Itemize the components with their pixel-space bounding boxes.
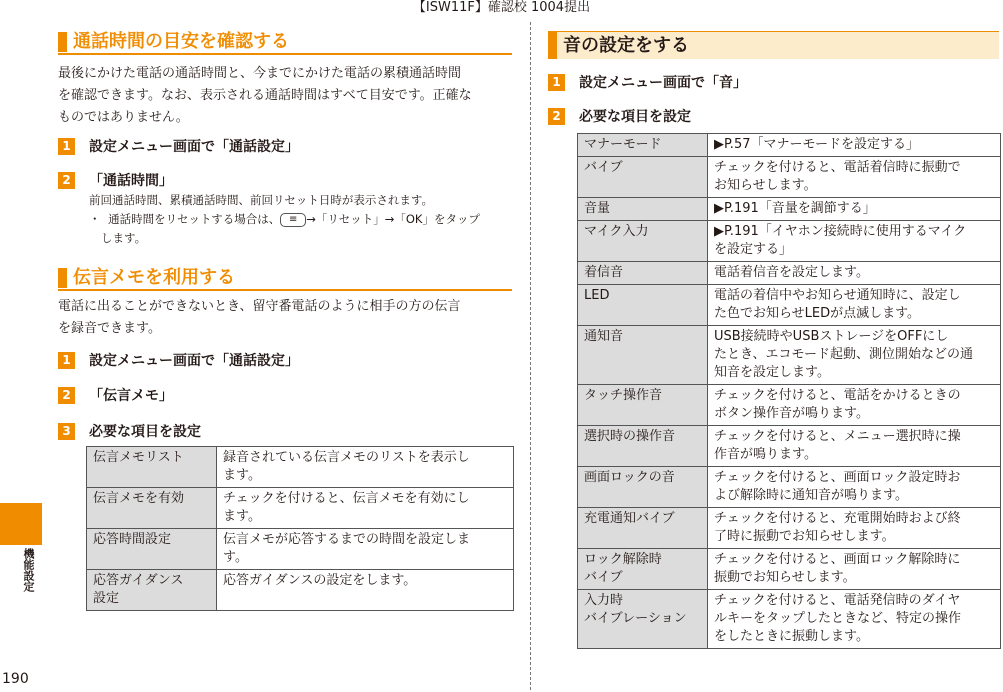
- setting-description: [217, 447, 514, 488]
- intro-line: ものではありません。: [58, 110, 189, 125]
- setting-name-line: 入力時: [584, 593, 624, 608]
- step-1: [58, 352, 299, 370]
- setting-description: [708, 157, 1001, 198]
- step-1: [548, 74, 747, 92]
- setting-name: [87, 488, 217, 529]
- description-line: 伝言メモが応答するまでの時間を設定しま: [223, 532, 471, 547]
- step-number: 2: [548, 108, 565, 125]
- setting-name: [578, 426, 708, 467]
- setting-description: [708, 426, 1001, 467]
- setting-name-line: 充電通知バイブ: [584, 511, 675, 526]
- sound-settings-table: [577, 133, 1001, 649]
- setting-description: [708, 198, 1001, 221]
- setting-name-line: バイブ: [584, 160, 623, 175]
- chapter-tab: [0, 503, 42, 545]
- setting-name-line: 画面ロックの音: [584, 470, 675, 485]
- description-line: USB接続時やUSBストレージをOFFにし: [714, 329, 949, 344]
- description-line: ボタン操作音が鳴ります。: [714, 406, 869, 421]
- description-line: 了時に振動でお知らせします。: [714, 529, 895, 544]
- table-row: [578, 221, 1001, 262]
- description-line: たとき、エコモード起動、測位開始などの通: [714, 347, 973, 362]
- section-title-call-time: [58, 30, 289, 54]
- table-row: [578, 198, 1001, 221]
- setting-name: [578, 326, 708, 385]
- table-row: [578, 134, 1001, 157]
- bullet: ・: [89, 212, 101, 226]
- setting-name-line: 着信音: [584, 265, 624, 280]
- description-line: ▶P.191「イヤホン接続時に使用するマイク: [714, 224, 967, 239]
- step-description: 前回通話時間、累積通話時間、前回リセット日時が表示されます。: [89, 193, 433, 207]
- setting-name-line: 応答時間設定: [93, 532, 172, 547]
- description-line: 振動でお知らせします。: [714, 570, 856, 585]
- description-line: 電話着信音を設定します。: [714, 265, 869, 280]
- description-line: ます。: [223, 509, 261, 524]
- description-line: チェックを付けると、メニュー選択時に操: [714, 429, 961, 444]
- setting-description: [708, 262, 1001, 285]
- intro-line: を確認できます。なお、表示される通話時間はすべて目安です。正確な: [58, 88, 472, 103]
- description-line: を設定する」: [714, 242, 793, 257]
- step-text: 必要な項目を設定: [579, 109, 691, 125]
- setting-description: [217, 570, 514, 611]
- step-text: 設定メニュー画面で「通話設定」: [89, 139, 299, 155]
- setting-name-line: マナーモード: [584, 137, 662, 152]
- step-number: 2: [58, 387, 75, 404]
- setting-name-line: マイク入力: [584, 224, 649, 239]
- setting-description: [217, 529, 514, 570]
- section-title-sound-settings: [548, 31, 999, 59]
- setting-description: [708, 134, 1001, 157]
- setting-name: [578, 221, 708, 262]
- description-line: 作音が鳴ります。: [714, 447, 817, 462]
- step-2: [548, 108, 691, 126]
- description-line: ルキーをタップしたときなど、特定の操作: [714, 611, 962, 626]
- table-row: [87, 570, 514, 611]
- table-row: [87, 447, 514, 488]
- description-line: をしたときに振動します。: [714, 629, 869, 644]
- section-rule: [58, 289, 512, 291]
- page-header: 【ISW11F】確認校 1004提出: [412, 0, 591, 15]
- setting-name-line: 応答ガイダンス: [93, 573, 184, 588]
- description-line: ▶P.57「マナーモードを設定する」: [714, 137, 919, 152]
- description-line: チェックを付けると、充電開始時および終: [714, 511, 961, 526]
- section-title-text: 通話時間の目安を確認する: [73, 31, 289, 52]
- table-row: [578, 508, 1001, 549]
- setting-name-line: 設定: [93, 591, 120, 606]
- description-line: 録音されている伝言メモのリストを表示し: [223, 450, 470, 465]
- voice-memo-settings-table: [86, 446, 514, 611]
- setting-name-line: 伝言メモを有効: [93, 491, 185, 506]
- table-row: [578, 157, 1001, 198]
- page-number: 190: [2, 671, 29, 687]
- intro-paragraph: [58, 296, 518, 340]
- setting-name-line: 音量: [584, 201, 611, 216]
- setting-name-line: 選択時の操作音: [584, 429, 676, 444]
- table-row: [578, 549, 1001, 590]
- note-text: →「リセット」→「OK」をタップ: [306, 212, 480, 226]
- setting-description: [708, 221, 1001, 262]
- setting-name: [578, 157, 708, 198]
- intro-line: 最後にかけた電話の通話時間と、今までにかけた電話の累積通話時間: [58, 66, 462, 81]
- step-number: 3: [58, 423, 75, 440]
- description-line: チェックを付けると、電話着信時に振動で: [714, 160, 961, 175]
- table-row: [578, 590, 1001, 649]
- reset-note: [89, 210, 514, 248]
- table-row: [578, 326, 1001, 385]
- section-bar: [548, 32, 557, 59]
- note-text: します。: [101, 231, 147, 245]
- step-number: 1: [548, 74, 565, 91]
- setting-name-line: ロック解除時: [584, 552, 662, 567]
- setting-name-line: 伝言メモリスト: [93, 450, 184, 465]
- step-text: 「通話時間」: [89, 173, 173, 189]
- step-number: 1: [58, 352, 75, 369]
- intro-paragraph: [58, 63, 518, 129]
- table-row: [87, 529, 514, 570]
- table-row: [578, 467, 1001, 508]
- setting-description: [708, 326, 1001, 385]
- step-number: 1: [58, 138, 75, 155]
- setting-name: [578, 549, 708, 590]
- setting-name: [87, 570, 217, 611]
- description-line: 応答ガイダンスの設定をします。: [223, 573, 417, 588]
- description-line: お知らせします。: [714, 178, 817, 193]
- setting-name: [578, 198, 708, 221]
- table-row: [578, 426, 1001, 467]
- description-line: た色でお知らせLEDが点滅します。: [714, 306, 921, 321]
- section-bar: [58, 268, 67, 288]
- description-line: チェックを付けると、画面ロック解除時に: [714, 552, 961, 567]
- step-text: 設定メニュー画面で「通話設定」: [89, 353, 299, 369]
- setting-description: [708, 590, 1001, 649]
- setting-name-line: タッチ操作音: [584, 388, 663, 403]
- setting-description: [217, 488, 514, 529]
- table-row: [578, 285, 1001, 326]
- step-number: 2: [58, 172, 75, 189]
- setting-name-line: LED: [584, 288, 610, 303]
- setting-name: [578, 262, 708, 285]
- table-row: [578, 262, 1001, 285]
- step-text: 設定メニュー画面で「音」: [579, 75, 747, 91]
- setting-name: [578, 134, 708, 157]
- intro-line: を録音できます。: [58, 321, 161, 336]
- description-line: 知音を設定します。: [714, 365, 830, 380]
- column-divider: [530, 22, 531, 690]
- section-title-voice-memo: [58, 266, 235, 290]
- setting-name: [87, 529, 217, 570]
- setting-description: [708, 549, 1001, 590]
- setting-name: [578, 285, 708, 326]
- note-text: 通話時間をリセットする場合は、: [108, 212, 281, 226]
- table-row: [578, 385, 1001, 426]
- setting-name: [578, 508, 708, 549]
- step-2: [58, 172, 173, 190]
- step-2: [58, 387, 173, 405]
- setting-description: [708, 385, 1001, 426]
- setting-description: [708, 508, 1001, 549]
- setting-name: [578, 467, 708, 508]
- step-text: 必要な項目を設定: [89, 424, 201, 440]
- section-title-text: 伝言メモを利用する: [73, 267, 235, 288]
- description-line: よび解除時に通知音が鳴ります。: [714, 488, 908, 503]
- table-row: [87, 488, 514, 529]
- setting-name-line: バイブ: [584, 570, 623, 585]
- description-line: チェックを付けると、電話発信時のダイヤ: [714, 593, 961, 608]
- setting-description: [708, 285, 1001, 326]
- intro-line: 電話に出ることができないとき、留守番電話のように相手の方の伝言: [58, 299, 461, 314]
- description-line: す。: [223, 550, 248, 565]
- description-line: 電話の着信中やお知らせ通知時に、設定し: [714, 288, 961, 303]
- setting-description: [708, 467, 1001, 508]
- setting-name-line: バイブレーション: [584, 611, 687, 626]
- description-line: チェックを付けると、電話をかけるときの: [714, 388, 961, 403]
- menu-key-icon: ≡: [280, 213, 306, 227]
- description-line: チェックを付けると、画面ロック設定時お: [714, 470, 961, 485]
- setting-name: [578, 385, 708, 426]
- description-line: ます。: [223, 468, 261, 483]
- step-3: [58, 423, 201, 441]
- chapter-label: 機能設定: [22, 548, 35, 592]
- section-title-text: 音の設定をする: [563, 35, 689, 56]
- section-rule: [58, 53, 512, 55]
- setting-name: [87, 447, 217, 488]
- setting-name-line: 通知音: [584, 329, 624, 344]
- step-1: [58, 138, 299, 156]
- description-line: チェックを付けると、伝言メモを有効にし: [223, 491, 470, 506]
- setting-name: [578, 590, 708, 649]
- section-bar: [58, 32, 67, 52]
- step-text: 「伝言メモ」: [89, 388, 173, 404]
- description-line: ▶P.191「音量を調節する」: [714, 201, 876, 216]
